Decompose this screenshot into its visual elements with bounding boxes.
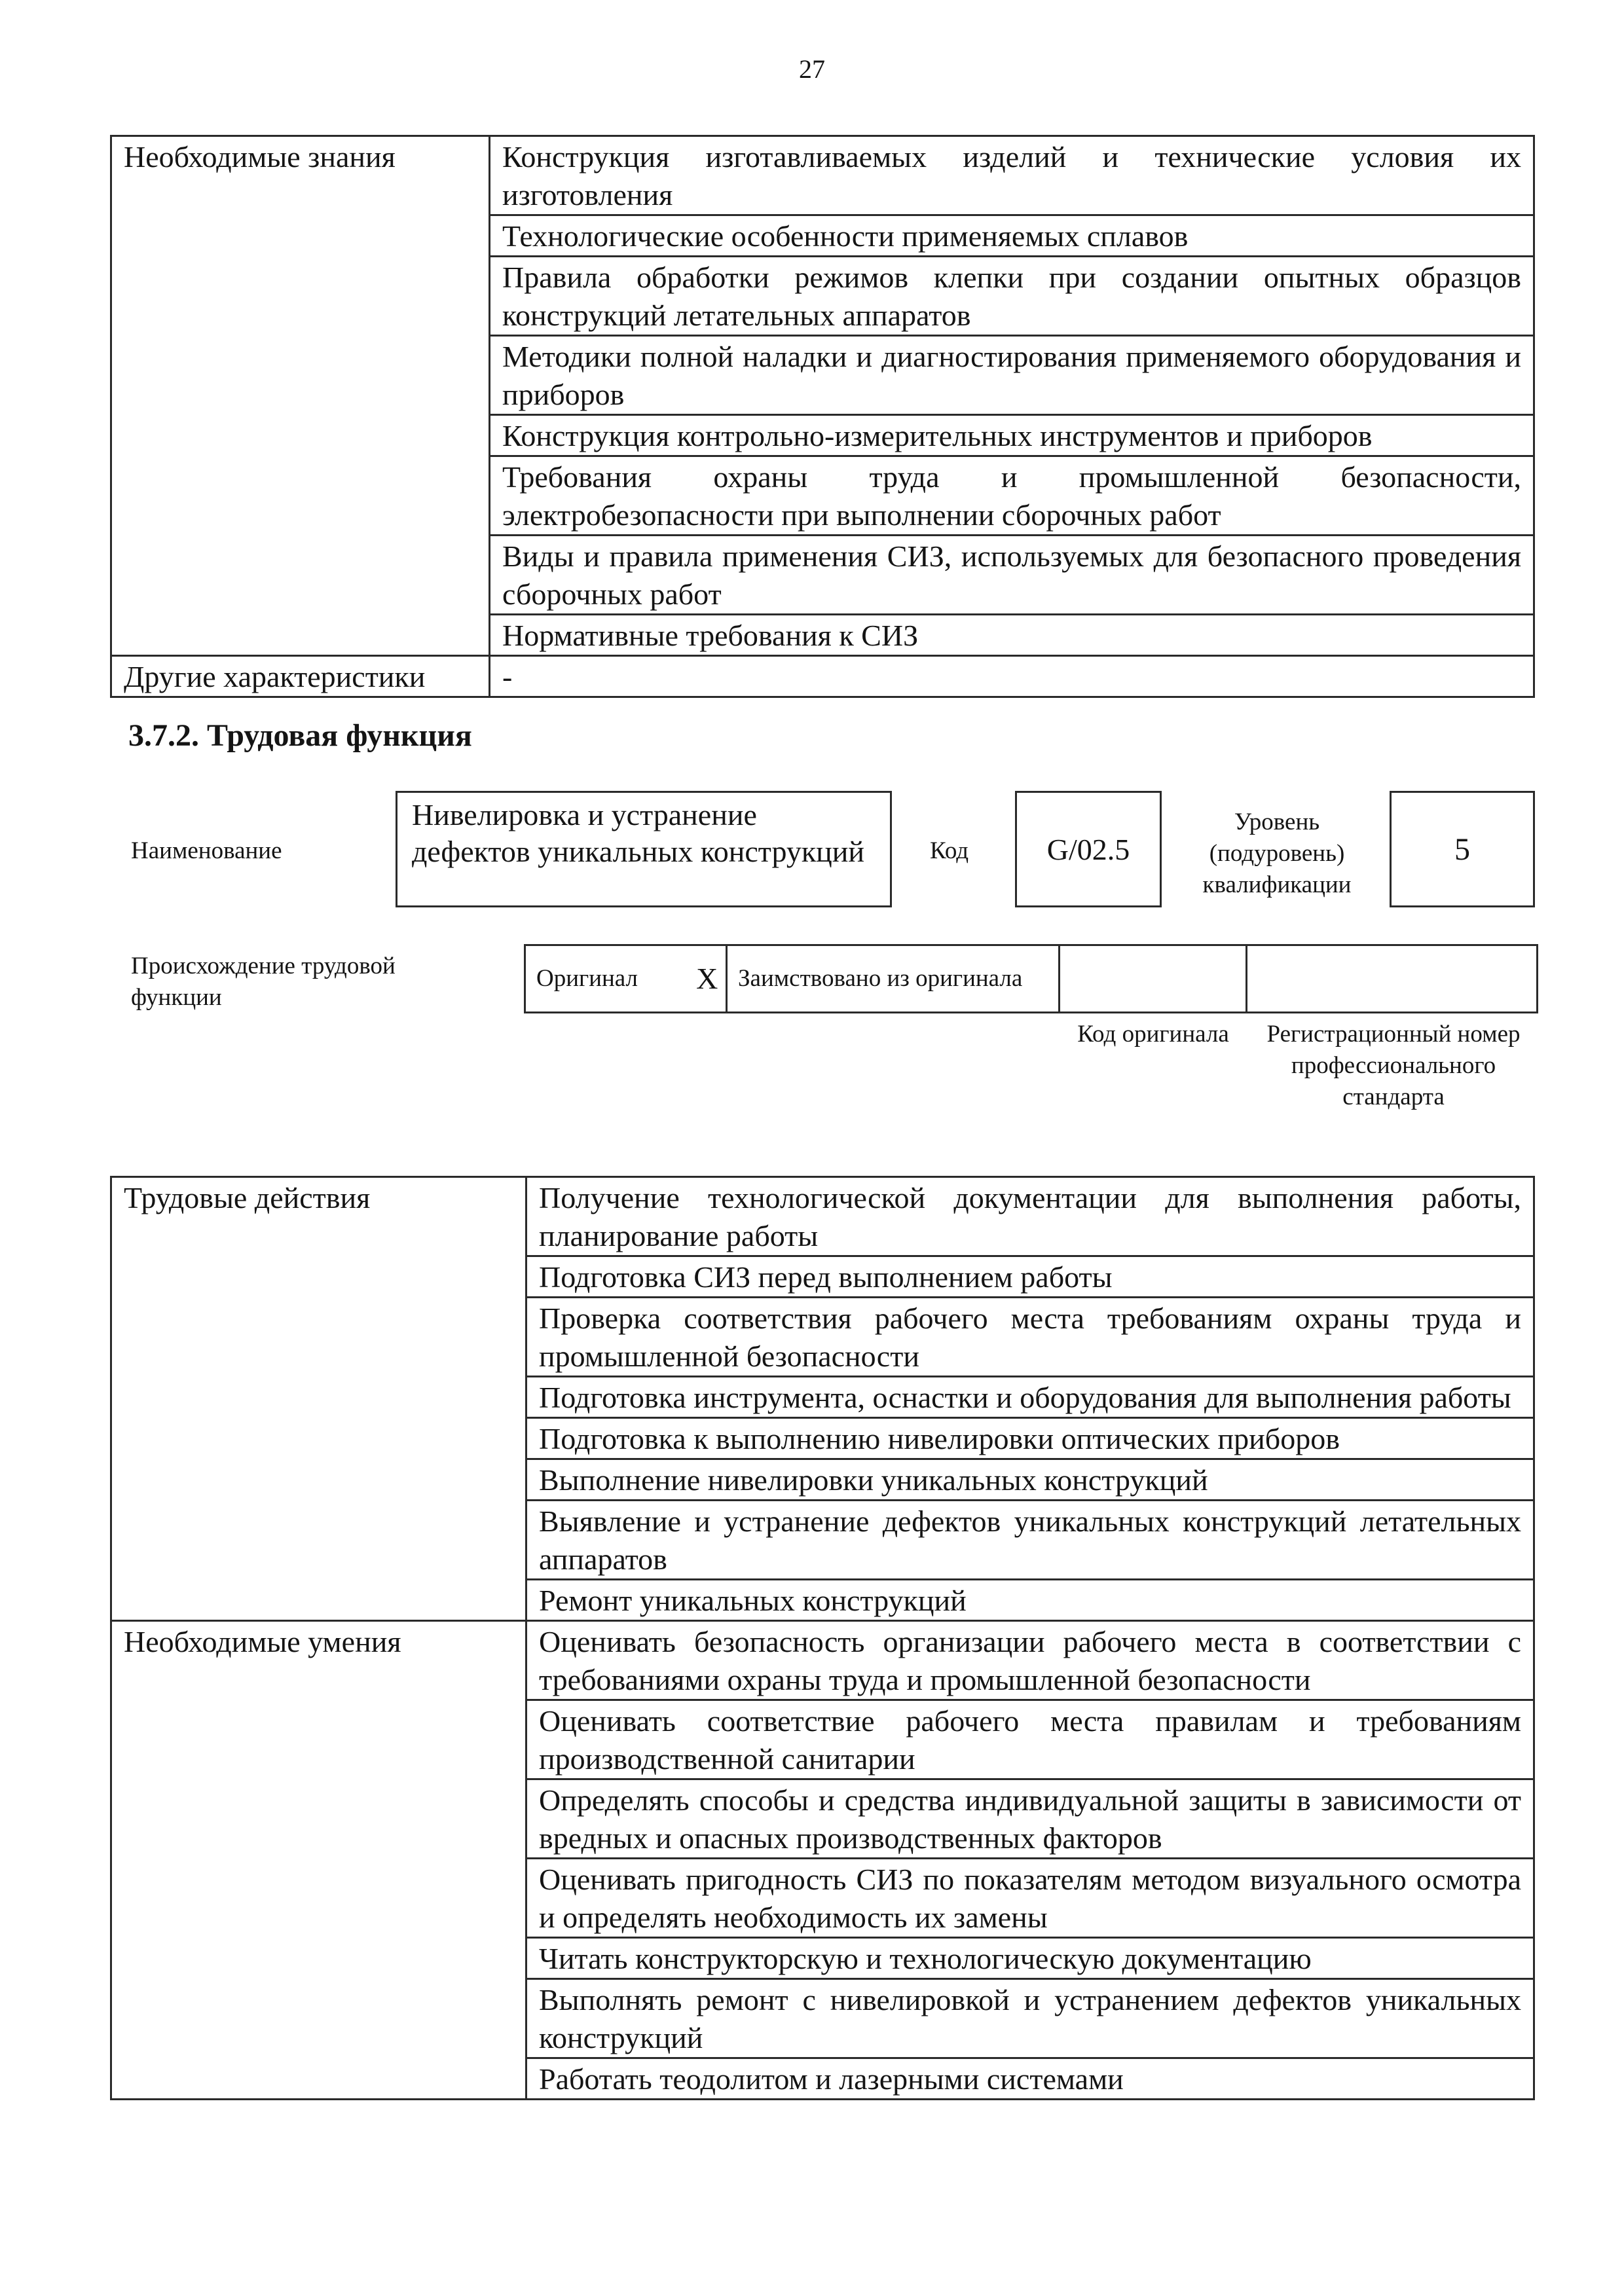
knowledge-item: Конструкция контрольно-измерительных инструментов и приборов bbox=[490, 415, 1534, 456]
registration-number-cell bbox=[1247, 945, 1538, 1013]
name-label: Наименование bbox=[131, 837, 282, 864]
page-number: 27 bbox=[799, 54, 825, 84]
origin-table bbox=[524, 944, 1538, 1013]
table-row bbox=[111, 656, 1534, 697]
action-item: Ремонт уникальных конструкций bbox=[526, 1580, 1534, 1621]
section-title: 3.7.2. Трудовая функция bbox=[128, 718, 472, 753]
level-label: Уровень (подуровень) квалификации bbox=[1202, 809, 1352, 898]
skill-item: Оценивать пригодность СИЗ по показателям методом визуального осмотра и определять необходимость их замены bbox=[526, 1859, 1534, 1938]
registration-number-caption: Регистрационный номер профессионального стандарта bbox=[1266, 1021, 1521, 1110]
code-original-caption: Код оригинала bbox=[1077, 1021, 1229, 1048]
skill-item: Определять способы и средства индивидуальной защиты в зависимости от вредных и опасных производственных факторов bbox=[526, 1779, 1534, 1859]
knowledge-item: Виды и правила применения СИЗ, используемых для безопасного проведения сборочных работ bbox=[490, 536, 1534, 615]
original-mark: X bbox=[689, 945, 727, 1013]
knowledge-item: Нормативные требования к СИЗ bbox=[490, 615, 1534, 656]
action-item: Подготовка СИЗ перед выполнением работы bbox=[526, 1256, 1534, 1298]
table-row bbox=[111, 136, 1534, 215]
level-box: 5 bbox=[1390, 791, 1535, 907]
original-label: Оригинал bbox=[525, 945, 689, 1013]
knowledge-label: Необходимые знания bbox=[111, 136, 490, 656]
skill-item: Выполнять ремонт с нивелировкой и устранением дефектов уникальных конструкций bbox=[526, 1979, 1534, 2058]
knowledge-table bbox=[110, 135, 1535, 698]
table-row bbox=[111, 1621, 1534, 1700]
borrowed-label: Заимствовано из оригинала bbox=[727, 945, 1060, 1013]
table-row bbox=[111, 1177, 1534, 1256]
actions-label: Трудовые действия bbox=[111, 1177, 526, 1621]
skill-item: Оценивать соответствие рабочего места правилам и требованиям производственной санитарии bbox=[526, 1700, 1534, 1779]
skill-item: Читать конструкторскую и технологическую документацию bbox=[526, 1938, 1534, 1979]
actions-skills-table bbox=[110, 1176, 1535, 2100]
skill-item: Работать теодолитом и лазерными системами bbox=[526, 2058, 1534, 2100]
knowledge-item: Технологические особенности применяемых сплавов bbox=[490, 215, 1534, 257]
action-item: Получение технологической документации для выполнения работы, планирование работы bbox=[526, 1177, 1534, 1256]
skills-label: Необходимые умения bbox=[111, 1621, 526, 2100]
function-name-box: Нивелировка и устранение дефектов уникальных конструкций bbox=[396, 791, 892, 907]
knowledge-item: Правила обработки режимов клепки при создании опытных образцов конструкций летательных аппаратов bbox=[490, 257, 1534, 336]
table-row bbox=[525, 945, 1538, 1013]
action-item: Выполнение нивелировки уникальных конструкций bbox=[526, 1459, 1534, 1501]
other-characteristics-label: Другие характеристики bbox=[111, 656, 490, 697]
function-code-box: G/02.5 bbox=[1015, 791, 1162, 907]
knowledge-item: Требования охраны труда и промышленной безопасности, электробезопасности при выполнении сборочных работ bbox=[490, 456, 1534, 536]
knowledge-item: Конструкция изготавливаемых изделий и технические условия их изготовления bbox=[490, 136, 1534, 215]
skill-item: Оценивать безопасность организации рабочего места в соответствии с требованиями охраны труда и промышленной безопасности bbox=[526, 1621, 1534, 1700]
action-item: Подготовка инструмента, оснастки и оборудования для выполнения работы bbox=[526, 1377, 1534, 1418]
code-label: Код bbox=[930, 837, 969, 864]
action-item: Выявление и устранение дефектов уникальных конструкций летательных аппаратов bbox=[526, 1501, 1534, 1580]
action-item: Проверка соответствия рабочего места требованиям охраны труда и промышленной безопасности bbox=[526, 1298, 1534, 1377]
action-item: Подготовка к выполнению нивелировки оптических приборов bbox=[526, 1418, 1534, 1459]
original-code-cell bbox=[1060, 945, 1247, 1013]
other-characteristics-value: - bbox=[490, 656, 1534, 697]
origin-label: Происхождение трудовой функции bbox=[131, 953, 396, 1011]
knowledge-item: Методики полной наладки и диагностирования применяемого оборудования и приборов bbox=[490, 336, 1534, 415]
